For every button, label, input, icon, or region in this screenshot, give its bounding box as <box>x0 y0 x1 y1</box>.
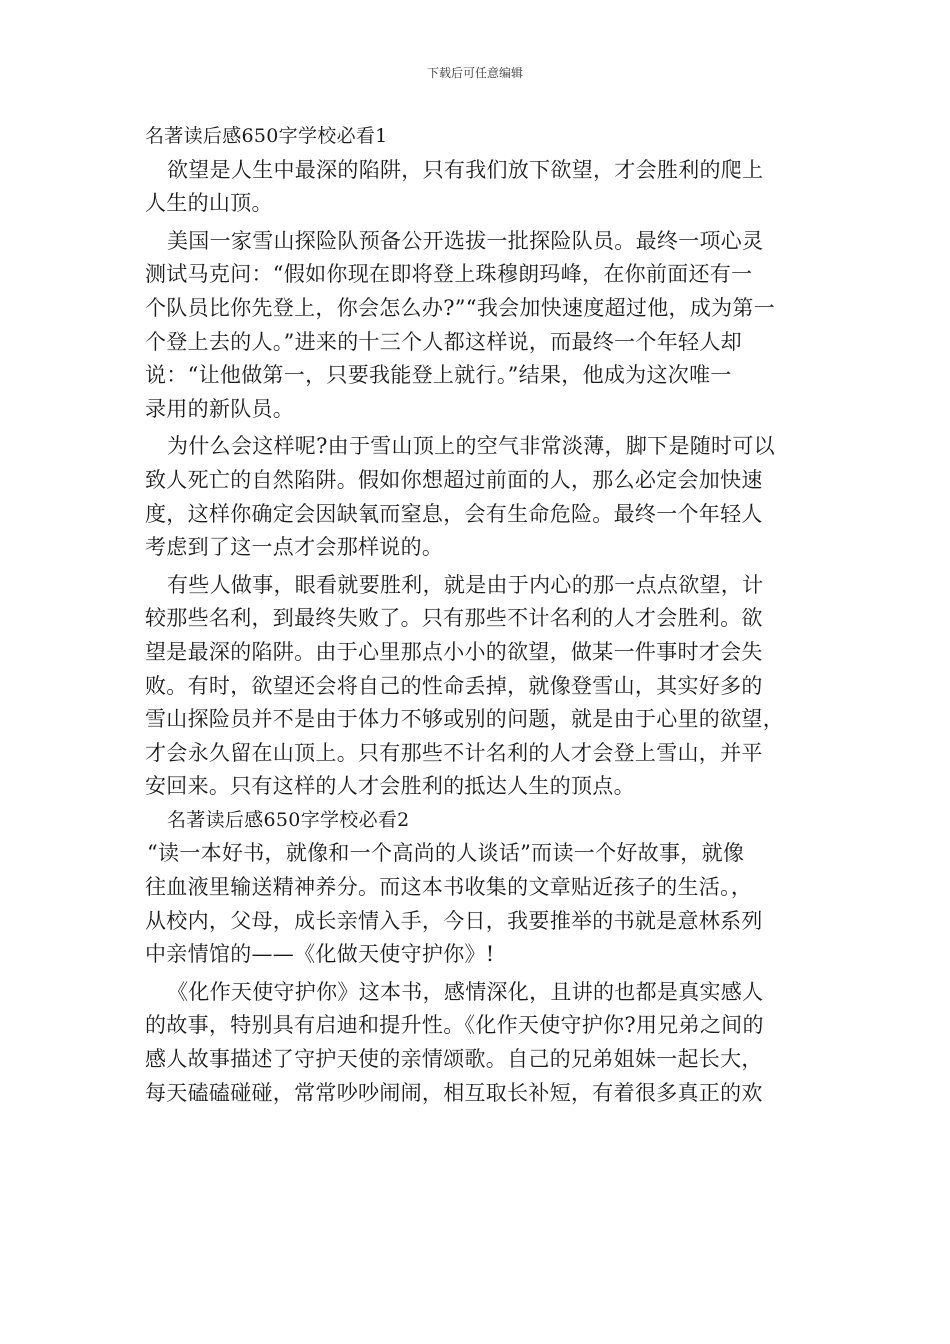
section-title-1: 名著读后感650字学校必看1 <box>145 125 388 147</box>
paragraph-line: 测试马克问：“假如你现在即将登上珠穆朗玛峰，在你前面还有一 <box>145 262 753 287</box>
paragraph-line: 说：“让他做第一，只要我能登上就行。”结果，他成为这次唯一 <box>145 363 732 388</box>
paragraph-line: 人生的山顶。 <box>145 191 273 216</box>
paragraph-line: 的故事，特别具有启迪和提升性。《化作天使守护你?用兄弟之间的 <box>145 1013 764 1038</box>
paragraph-line: 欲望是人生中最深的陷阱，只有我们放下欲望，才会胜利的爬上 <box>167 157 764 182</box>
paragraph-line: 较那些名利，到最终失败了。只有那些不计名利的人才会胜利。欲 <box>145 606 763 631</box>
paragraph-line: 败。有时，欲望还会将自己的性命丢掉，就像登雪山，其实好多的 <box>145 673 763 698</box>
paragraph-line: 个登上去的人。”进来的十三个人都这样说，而最终一个年轻人却 <box>145 329 742 354</box>
paragraph-line: 才会永久留在山顶上。只有那些不计名利的人才会登上雪山，并平 <box>145 740 763 765</box>
paragraph-line: 美国一家雪山探险队预备公开选拔一批探险队员。最终一项心灵 <box>167 228 764 253</box>
header-note: 下载后可任意编辑 <box>426 66 523 80</box>
paragraph-line: 望是最深的陷阱。由于心里那点小小的欲望，做某一件事时才会失 <box>145 639 763 664</box>
paragraph-line: 考虑到了这一点才会那样说的。 <box>145 535 444 560</box>
paragraph-line: 往血液里输送精神养分。而这本书收集的文章贴近孩子的生活。， <box>145 875 753 900</box>
paragraph-line: 为什么会这样呢?由于雪山顶上的空气非常淡薄，脚下是随时可以 <box>167 434 775 459</box>
paragraph-line: 录用的新队员。 <box>145 396 295 421</box>
paragraph-line: 中亲情馆的——《化做天使守护你》! <box>145 942 495 967</box>
paragraph-line: 致人死亡的自然陷阱。假如你想超过前面的人，那么必定会加快速 <box>145 467 763 492</box>
paragraph-line: 感人故事描述了守护天使的亲情颂歌。自己的兄弟姐妹一起长大， <box>145 1047 763 1072</box>
paragraph-line: 每天磕磕碰碰，常常吵吵闹闹，相互取长补短，有着很多真正的欢 <box>145 1080 763 1105</box>
paragraph-line: 安回来。只有这样的人才会胜利的抵达人生的顶点。 <box>145 774 635 799</box>
paragraph-line: 从校内，父母，成长亲情入手，今日，我要推举的书就是意林系列 <box>145 908 763 933</box>
paragraph-line: 《化作天使守护你》这本书，感情深化，且讲的也都是真实感人 <box>167 979 764 1004</box>
paragraph-line: 度，这样你确定会因缺氧而窒息，会有生命危险。最终一个年轻人 <box>145 501 763 526</box>
paragraph-line: “读一本好书，就像和一个高尚的人谈话”而读一个好故事，就像 <box>147 841 745 866</box>
document-body <box>145 120 810 1110</box>
paragraph-line: 个队员比你先登上，你会怎么办?”“我会加快速度超过他，成为第一 <box>145 295 776 320</box>
paragraph-line: 雪山探险员并不是由于体力不够或别的问题，就是由于心里的欲望， <box>145 707 784 732</box>
section-title-2: 名著读后感650字学校必看2 <box>167 808 410 831</box>
paragraph-line: 有些人做事，眼看就要胜利，就是由于内心的那一点点欲望，计 <box>167 572 764 597</box>
